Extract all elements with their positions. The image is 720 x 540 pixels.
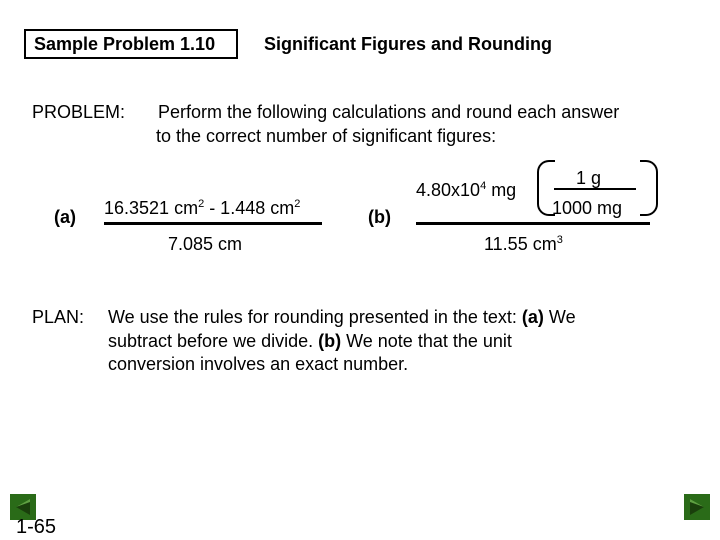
plan-line-1 — [108, 307, 576, 328]
problem-label: PROBLEM: — [32, 102, 126, 122]
plan-line-2-tail: We note that the unit — [341, 331, 512, 351]
problem-line-1: Perform the following calculations and round each answer — [158, 102, 620, 122]
part-a-exp2: 2 — [294, 198, 301, 210]
part-a-numerator — [104, 198, 300, 219]
page-number: 1-65 — [16, 516, 57, 538]
part-b-numerator — [416, 180, 516, 201]
part-b-fraction-bar — [416, 222, 650, 225]
plan-line-2 — [108, 331, 512, 352]
plan-part-b-ref: (b) — [318, 331, 342, 351]
plan-label: PLAN: — [32, 307, 85, 327]
slide-subject: Significant Figures and Rounding — [264, 34, 552, 54]
plan-line-3: conversion involves an exact number. — [108, 354, 409, 374]
part-a-fraction-bar — [104, 222, 322, 225]
part-a-numerator-term1: 16.3521 cm — [104, 198, 199, 218]
next-slide-button[interactable] — [684, 494, 710, 520]
part-b-denominator-exp: 3 — [556, 234, 563, 246]
part-a-numerator-term2: - 1.448 cm — [204, 198, 295, 218]
part-b-denominator-value: 11.55 cm — [484, 234, 557, 254]
plan-line-1-tail: We — [543, 307, 576, 327]
part-b-denominator — [484, 234, 563, 255]
sample-problem-title: Sample Problem 1.10 — [24, 29, 238, 59]
part-a-label: (a) — [54, 207, 76, 227]
part-b-label: (b) — [368, 207, 391, 227]
part-b-unit: mg — [486, 180, 517, 200]
right-parenthesis — [640, 160, 658, 216]
part-b-value: 4.80x10 — [416, 180, 481, 200]
part-a-exp1: 2 — [198, 198, 205, 210]
conversion-bottom: 1000 mg — [552, 198, 623, 218]
plan-line-2-text: subtract before we divide. — [108, 331, 319, 351]
part-b-exp: 4 — [480, 180, 487, 192]
conversion-fraction-bar — [554, 188, 636, 190]
part-a-denominator: 7.085 cm — [168, 234, 243, 254]
conversion-top: 1 g — [576, 168, 602, 188]
plan-line-1-text: We use the rules for rounding presented in the text: — [108, 307, 522, 327]
next-slide-icon — [684, 494, 710, 520]
problem-line-2: to the correct number of significant figures: — [156, 126, 497, 146]
plan-part-a-ref: (a) — [521, 307, 544, 327]
